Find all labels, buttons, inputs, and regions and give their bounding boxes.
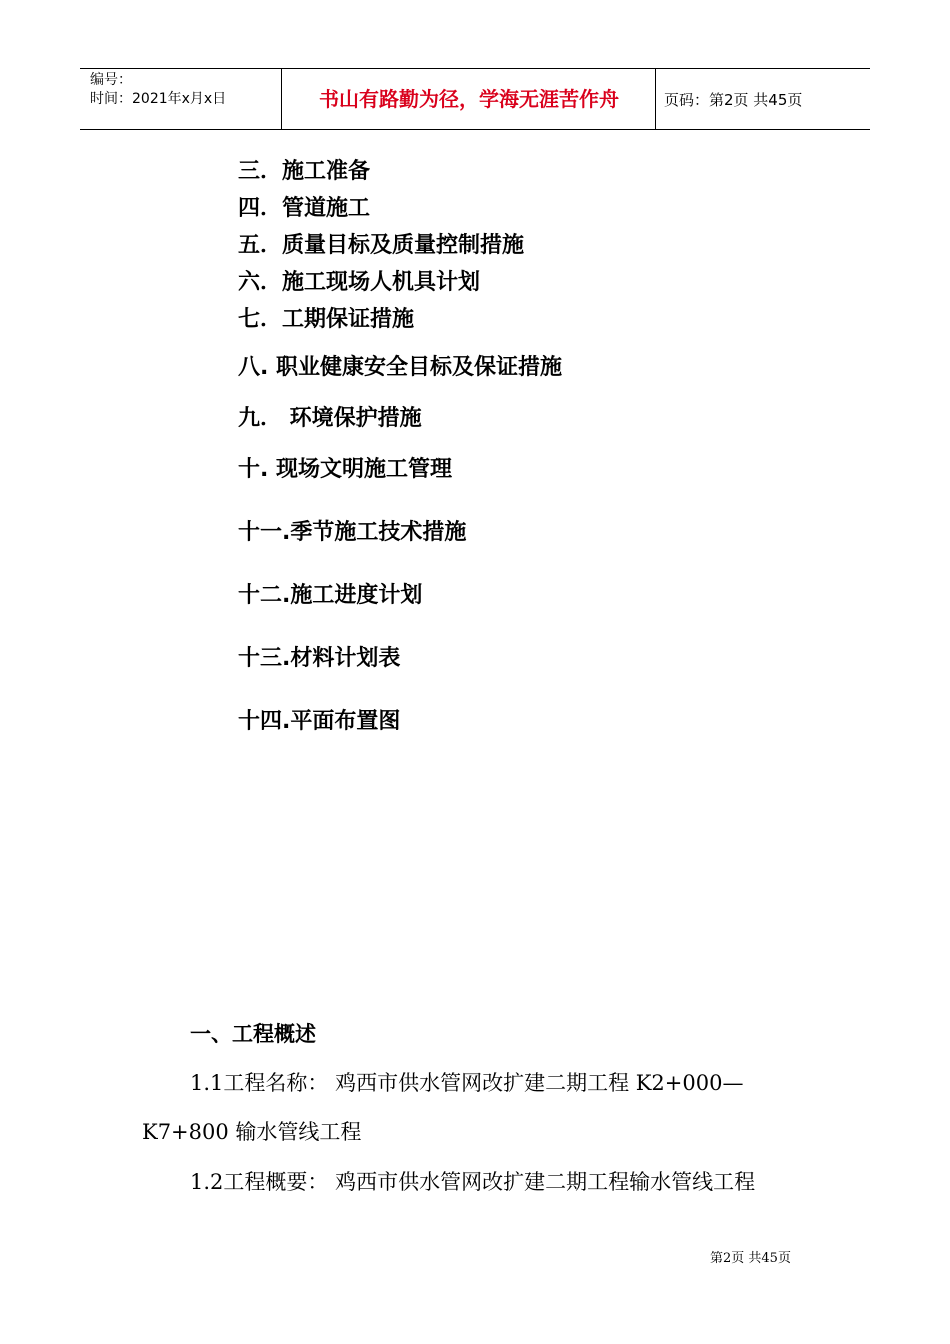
toc-item: 三．施工准备 xyxy=(238,159,371,184)
paragraph-line: 1.1工程名称： 鸡西市供水管网改扩建二期工程 K2+000— xyxy=(190,1071,744,1095)
toc-item: 七．工期保证措施 xyxy=(238,307,415,332)
toc-item: 六．施工现场人机具计划 xyxy=(238,270,481,295)
header-motto: 书山有路勤为径，学海无涯苦作舟 xyxy=(319,87,619,111)
toc-item: 十三.材料计划表 xyxy=(238,646,401,671)
toc-item: 十一.季节施工技术措施 xyxy=(238,520,467,545)
header-page-info: 页码：第2页 共45页 xyxy=(664,91,803,109)
toc-item: 十四.平面布置图 xyxy=(238,709,401,734)
number-label: 编号： xyxy=(90,72,132,88)
header-meta xyxy=(90,71,226,109)
header-divider xyxy=(655,69,656,129)
toc-item: 九． 环境保护措施 xyxy=(238,406,422,431)
toc-item: 八. 职业健康安全目标及保证措施 xyxy=(238,355,563,380)
paragraph-line: K7+800 输水管线工程 xyxy=(142,1120,362,1144)
toc-item: 十. 现场文明施工管理 xyxy=(238,457,453,482)
page-footer: 第2页 共45页 xyxy=(710,1251,791,1266)
toc-item: 五．质量目标及质量控制措施 xyxy=(238,233,525,258)
page-header xyxy=(80,68,870,130)
time-label: 时间：2021年x月x日 xyxy=(90,91,227,107)
section-heading: 一、工程概述 xyxy=(190,1022,316,1046)
paragraph-line: 1.2工程概要： 鸡西市供水管网改扩建二期工程输水管线工程 xyxy=(190,1170,756,1194)
header-divider xyxy=(281,69,282,129)
toc-item: 十二.施工进度计划 xyxy=(238,583,423,608)
toc-item: 四．管道施工 xyxy=(238,196,371,221)
